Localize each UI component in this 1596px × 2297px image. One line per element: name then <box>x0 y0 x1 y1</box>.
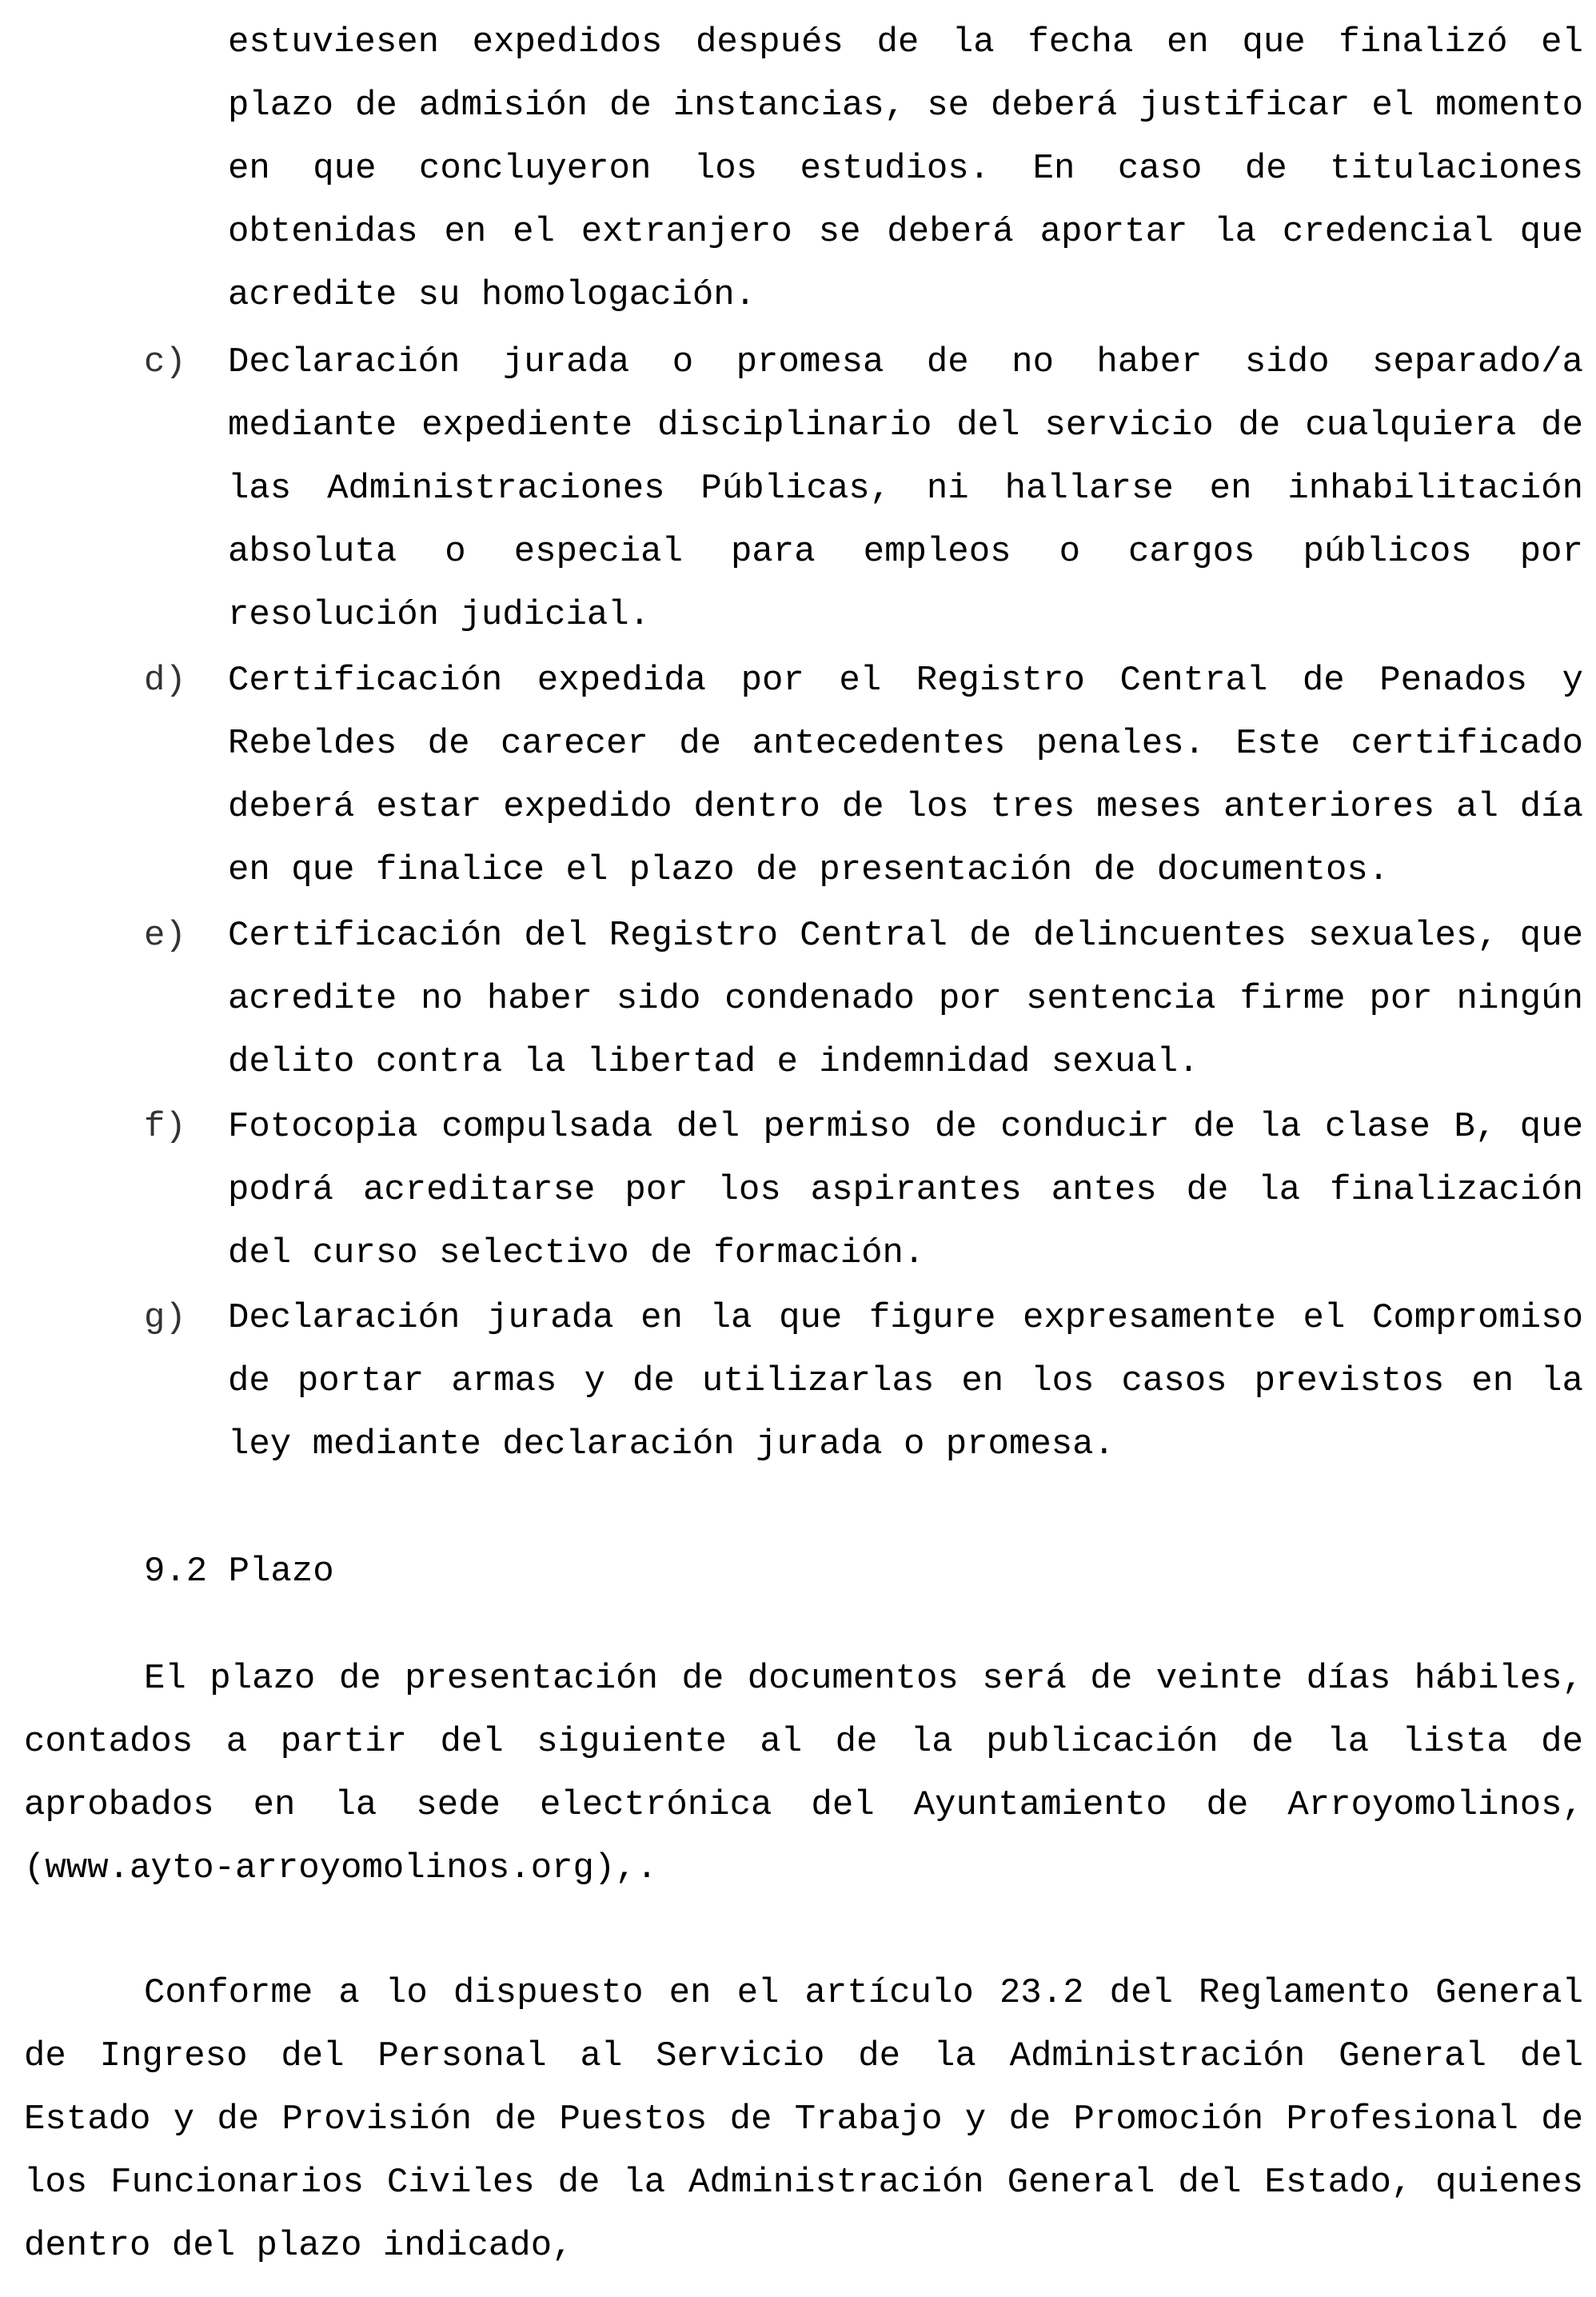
list-item-c <box>144 331 1583 647</box>
list-item-letter: f) <box>144 1107 186 1147</box>
list-item-e <box>144 905 1583 1094</box>
list-item-letter: e) <box>144 916 186 956</box>
list-item-letter: g) <box>144 1298 186 1338</box>
section-heading: 9.2 Plazo <box>144 1552 334 1592</box>
paragraph-plazo <box>24 1648 1583 1900</box>
list-item-text: Declaración jurada o promesa de no haber sido separado/a mediante expediente disciplinario del servicio de cualquiera de las Administraciones Públicas, ni hallarse en inhabilitación absoluta o especial para empleos o cargos públicos por resolución judicial. <box>228 342 1583 635</box>
list-item-text: Fotocopia compulsada del permiso de conducir de la clase B, que podrá acreditarse por los aspirantes antes de la finalización del curso selectivo de formación. <box>228 1107 1583 1273</box>
continuation-block <box>228 11 1583 327</box>
list-item-letter: c) <box>144 342 186 382</box>
paragraph-text: Conforme a lo dispuesto en el artículo 23.2 del Reglamento General de Ingreso del Personal al Servicio de la Administración General del Estado y de Provisión de Puestos de Trabajo y de Promoción Profesional de los Funcionarios Civiles de la Administración General del Estado, quienes dentro del plazo indicado, <box>24 1973 1583 2266</box>
paragraph-text: El plazo de presentación de documentos será de veinte días hábiles, contados a partir del siguiente al de la publicación de la lista de aprobados en la sede electrónica del Ayuntamiento de Arroyomolinos, (www.ayto-arroyomolinos.org),. <box>24 1659 1583 1888</box>
list-item-text: Declaración jurada en la que figure expresamente el Compromiso de portar armas y de utilizarlas en los casos previstos en la ley mediante declaración jurada o promesa. <box>228 1298 1583 1464</box>
list-item-text: Certificación expedida por el Registro Central de Penados y Rebeldes de carecer de antecedentes penales. Este certificado deberá estar expedido dentro de los tres meses anteriores al día en que finalice el plazo de presentación de documentos. <box>228 661 1583 890</box>
list-item-letter: d) <box>144 661 186 701</box>
list-item-g <box>144 1287 1583 1476</box>
continuation-text: estuviesen expedidos después de la fecha en que finalizó el plazo de admisión de instancias, se deberá justificar el momento en que concluyeron los estudios. En caso de titulaciones obtenidas en el extranjero se deberá aportar la credencial que acredite su homologación. <box>228 22 1583 315</box>
list-item-text: Certificación del Registro Central de delincuentes sexuales, que acredite no haber sido condenado por sentencia firme por ningún delito contra la libertad e indemnidad sexual. <box>228 916 1583 1082</box>
list-item-f <box>144 1096 1583 1285</box>
paragraph-conforme <box>24 1962 1583 2278</box>
list-item-d <box>144 649 1583 902</box>
